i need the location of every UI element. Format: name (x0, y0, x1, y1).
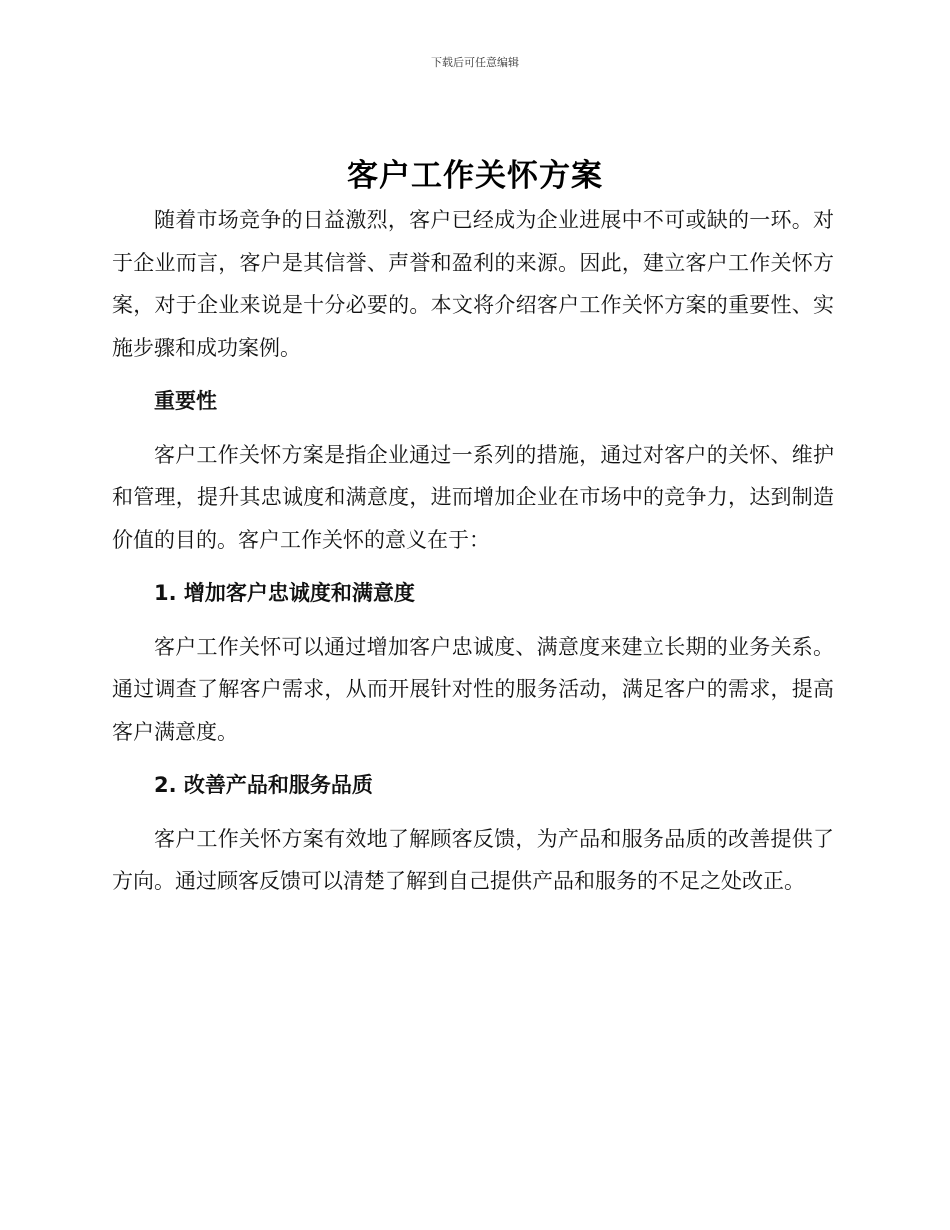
document-title: 客户工作关怀方案 (347, 158, 603, 194)
document-body (112, 199, 834, 903)
intro-paragraph: 随着市场竞争的日益激烈，客户已经成为企业进展中不可或缺的一环。对于企业而言，客户是其信誉、声誉和盈利的来源。因此，建立客户工作关怀方案，对于企业来说是十分必要的。本文将介绍客户工作关怀方案的重要性、实施步骤和成功案例。 (112, 208, 834, 360)
page-header-note: 下载后可任意编辑 (431, 56, 519, 69)
importance-paragraph: 客户工作关怀方案是指企业通过一系列的措施，通过对客户的关怀、维护和管理，提升其忠诚度和满意度，进而增加企业在市场中的竞争力，达到制造价值的目的。客户工作关怀的意义在于： (112, 442, 834, 552)
point-2-heading: 2. 改善产品和服务品质 (154, 773, 373, 797)
point-1-paragraph: 客户工作关怀可以通过增加客户忠诚度、满意度来建立长期的业务关系。通过调查了解客户需求，从而开展针对性的服务活动，满足客户的需求，提高客户满意度。 (112, 634, 834, 744)
section-heading-importance: 重要性 (154, 389, 217, 413)
point-1-heading: 1. 增加客户忠诚度和满意度 (154, 581, 415, 605)
point-2-paragraph: 客户工作关怀方案有效地了解顾客反馈，为产品和服务品质的改善提供了方向。通过顾客反馈可以清楚了解到自己提供产品和服务的不足之处改正。 (112, 826, 834, 893)
